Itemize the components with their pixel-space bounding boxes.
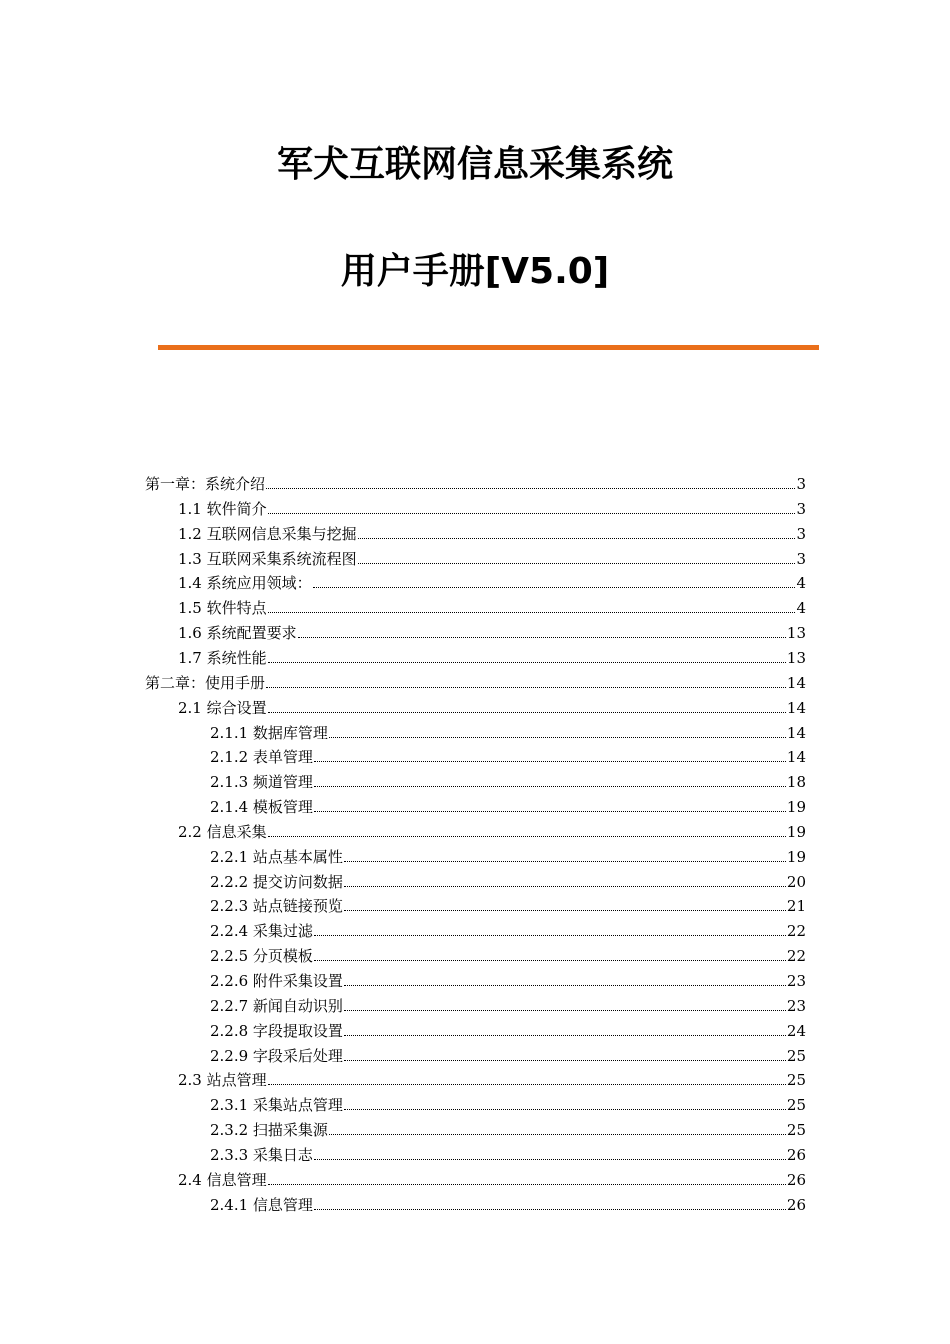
toc-entry-page: 22 [786, 922, 806, 941]
toc-dot-leader [314, 786, 786, 787]
toc-dot-leader [314, 1209, 786, 1210]
toc-entry-page: 22 [786, 947, 806, 966]
toc-entry[interactable] [210, 793, 806, 817]
toc-entry-label: 2.2.6 附件采集设置 [210, 972, 343, 990]
toc-entry-label: 2.1.4 模板管理 [210, 798, 313, 817]
toc-entry-label: 2.4.1 信息管理 [210, 1195, 313, 1214]
toc-dot-leader [268, 836, 786, 837]
toc-entry[interactable] [210, 892, 806, 916]
toc-entry-page: 4 [796, 574, 806, 593]
toc-dot-leader [358, 538, 796, 539]
toc-dot-leader [344, 1010, 786, 1011]
toc-entry-page: 13 [786, 624, 806, 643]
toc-entry-label: 第一章：系统介绍 [145, 475, 266, 493]
toc-dot-leader [268, 1084, 786, 1085]
toc-dot-leader [314, 935, 786, 936]
toc-entry-label: 2.3 站点管理 [178, 1071, 267, 1090]
toc-entry-page: 14 [786, 723, 806, 742]
toc-entry[interactable] [145, 470, 806, 494]
toc-entry-page: 26 [786, 1170, 806, 1189]
toc-entry[interactable] [210, 1116, 806, 1140]
toc-entry[interactable] [210, 743, 806, 767]
toc-entry-label: 1.7 系统性能 [178, 648, 267, 667]
toc-entry[interactable] [210, 868, 806, 892]
toc-entry-label: 1.2 互联网信息采集与挖掘 [178, 524, 357, 543]
toc-entry[interactable] [210, 719, 806, 743]
toc-entry[interactable] [178, 1166, 806, 1190]
toc-dot-leader [266, 488, 795, 489]
toc-entry-page: 26 [786, 1195, 806, 1214]
toc-entry-label: 第二章：使用手册 [145, 673, 266, 692]
toc-dot-leader [344, 985, 786, 986]
toc-dot-leader [268, 662, 786, 663]
toc-entry[interactable] [178, 495, 806, 519]
toc-dot-leader [313, 587, 796, 588]
toc-dot-leader [314, 811, 786, 812]
toc-entry-page: 14 [786, 673, 806, 692]
toc-entry-label: 2.2.1 站点基本属性 [210, 847, 343, 866]
toc-entry-label: 1.1 软件简介 [178, 499, 267, 518]
toc-dot-leader [329, 1134, 786, 1135]
toc-dot-leader [268, 612, 796, 613]
toc-entry[interactable] [210, 768, 806, 792]
toc-entry-label: 2.3.1 采集站点管理 [210, 1096, 343, 1115]
toc-entry-label: 2.2.2 提交访问数据 [210, 872, 343, 891]
toc-dot-leader [344, 1060, 786, 1061]
toc-entry-label: 2.2.3 站点链接预览 [210, 897, 343, 916]
toc-entry-page: 3 [796, 549, 806, 568]
toc-entry-label: 1.3 互联网采集系统流程图 [178, 549, 357, 568]
toc-entry-label: 2.2.7 新闻自动识别 [210, 996, 343, 1015]
toc-entry[interactable] [178, 644, 806, 668]
toc-dot-leader [268, 513, 796, 514]
toc-entry-page: 25 [786, 1121, 806, 1140]
toc-entry[interactable] [210, 1191, 806, 1215]
toc-entry-page: 18 [786, 773, 806, 792]
toc-entry-page: 21 [786, 897, 806, 916]
toc-entry[interactable] [178, 545, 806, 569]
toc-dot-leader [344, 886, 786, 887]
toc-entry-label: 2.1.3 频道管理 [210, 773, 313, 792]
toc-entry-label: 2.2 信息采集 [178, 822, 267, 841]
toc-entry-page: 23 [786, 996, 806, 1015]
toc-dot-leader [268, 712, 786, 713]
toc-entry-label: 2.4 信息管理 [178, 1170, 267, 1189]
toc-entry[interactable] [178, 594, 806, 618]
toc-entry-label: 2.1.2 表单管理 [210, 748, 313, 767]
toc-entry-page: 3 [796, 524, 806, 543]
toc-entry-page: 19 [786, 847, 806, 866]
toc-entry[interactable] [210, 1042, 806, 1066]
document-title: 军犬互联网信息采集系统 [276, 144, 673, 185]
toc-entry-page: 4 [796, 599, 806, 618]
toc-dot-leader [344, 1035, 786, 1036]
toc-dot-leader [344, 1109, 786, 1110]
toc-entry-label: 2.2.9 字段采后处理 [210, 1046, 343, 1065]
toc-entry-label: 2.1.1 数据库管理 [210, 723, 328, 742]
toc-dot-leader [314, 960, 786, 961]
toc-entry-page: 13 [786, 648, 806, 667]
toc-dot-leader [344, 861, 786, 862]
toc-entry-page: 25 [786, 1071, 806, 1090]
toc-dot-leader [268, 1184, 786, 1185]
toc-entry[interactable] [178, 520, 806, 544]
toc-entry-page: 25 [786, 1096, 806, 1115]
toc-entry-page: 26 [786, 1145, 806, 1164]
toc-dot-leader [344, 910, 786, 911]
toc-dot-leader [298, 637, 786, 638]
toc-dot-leader [314, 1159, 786, 1160]
toc-dot-leader [358, 563, 796, 564]
toc-entry-label: 2.1 综合设置 [178, 698, 267, 717]
toc-entry[interactable] [210, 992, 806, 1016]
toc-dot-leader [329, 737, 786, 738]
toc-entry-page: 19 [786, 822, 806, 841]
toc-dot-leader [314, 761, 786, 762]
toc-entry-page: 25 [786, 1046, 806, 1065]
toc-entry-page: 24 [786, 1021, 806, 1040]
toc-entry-label: 2.2.5 分页模板 [210, 947, 313, 966]
toc-entry[interactable] [178, 569, 806, 593]
toc-entry[interactable] [178, 1066, 806, 1090]
toc-entry-label: 1.5 软件特点 [178, 599, 267, 618]
toc-entry[interactable] [210, 843, 806, 867]
toc-entry[interactable] [210, 942, 806, 966]
toc-entry[interactable] [145, 669, 806, 693]
toc-entry[interactable] [210, 967, 806, 991]
toc-entry-page: 3 [796, 475, 806, 493]
toc-entry-label: 2.2.8 字段提取设置 [210, 1021, 343, 1040]
toc-entry-page: 19 [786, 798, 806, 817]
document-subtitle: 用户手册[V5.0] [340, 251, 610, 292]
toc-entry-page: 14 [786, 698, 806, 717]
toc-entry[interactable] [210, 1141, 806, 1165]
toc-dot-leader [266, 687, 786, 688]
toc-entry[interactable] [178, 694, 806, 718]
toc-entry-label: 2.3.3 采集日志 [210, 1145, 313, 1164]
toc-entry-label: 2.2.4 采集过滤 [210, 922, 313, 941]
toc-entry-page: 3 [796, 499, 806, 518]
toc-entry-label: 2.3.2 扫描采集源 [210, 1121, 328, 1140]
toc-entry[interactable] [178, 818, 806, 842]
toc-entry-label: 1.6 系统配置要求 [178, 624, 297, 643]
toc-entry-page: 14 [786, 748, 806, 767]
toc-entry[interactable] [210, 1091, 806, 1115]
toc-entry-label: 1.4 系统应用领域： [178, 574, 312, 593]
toc-entry-page: 20 [786, 872, 806, 891]
toc-entry-page: 23 [786, 972, 806, 990]
toc-entry[interactable] [210, 917, 806, 941]
toc-entry[interactable] [210, 1017, 806, 1041]
title-divider [158, 345, 819, 350]
toc-entry[interactable] [178, 619, 806, 643]
